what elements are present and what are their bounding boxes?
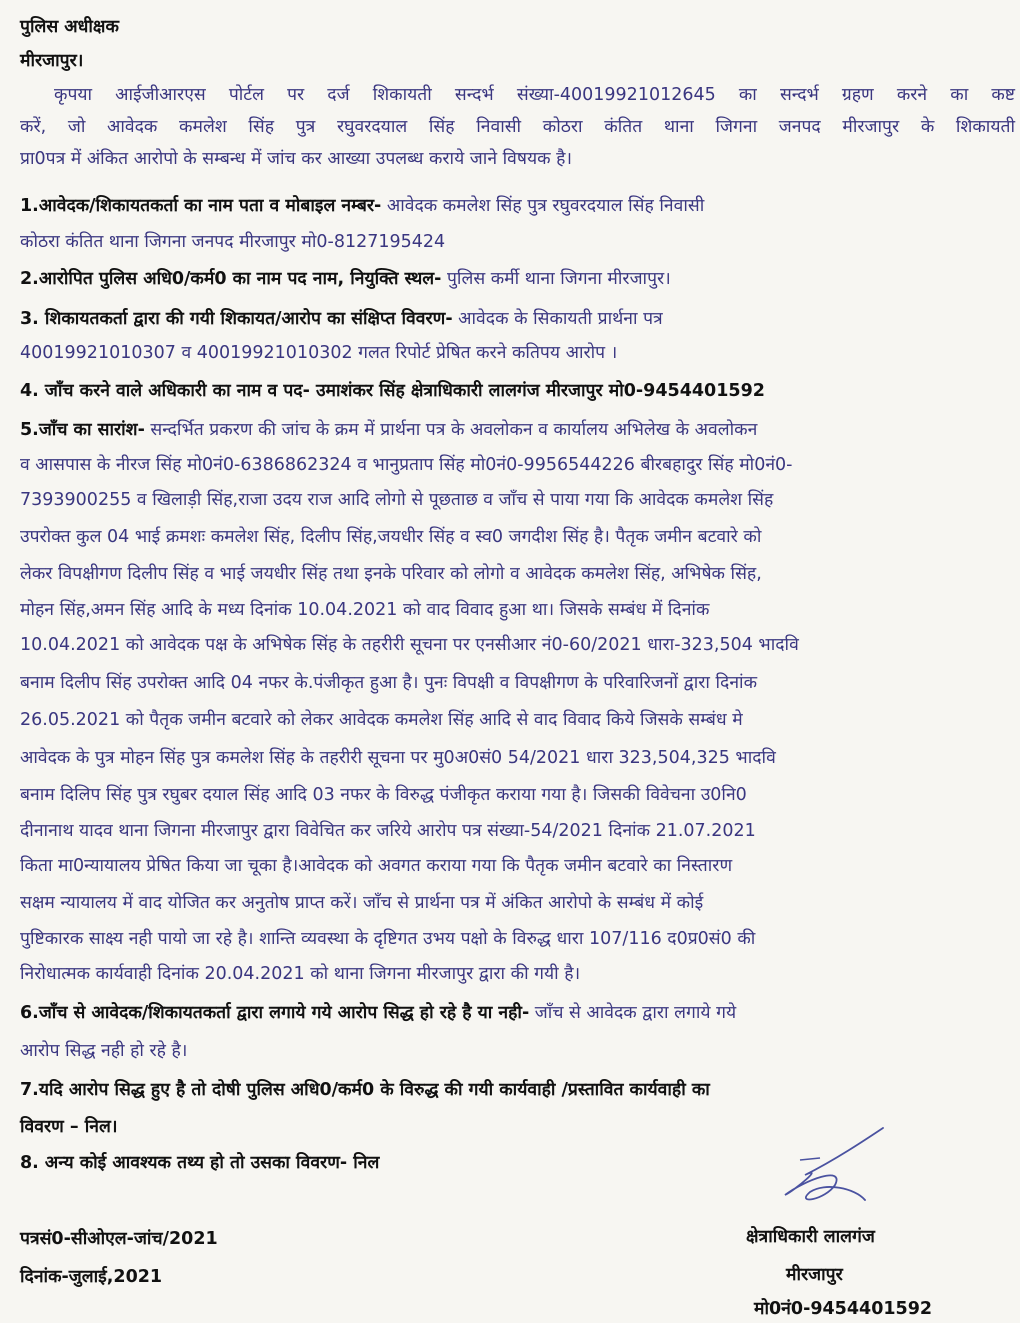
item-5-line-14: सक्षम न्यायालय में वाद योजित कर अनुतोष प्राप्त करें। जाँच से प्रार्थना पत्र में अंकित आरोपो के सम्बंध में कोई bbox=[20, 893, 704, 913]
item-5-line-15: पुष्टिकारक साक्ष्य नही पायो जा रहे है। शान्ति व्यवस्था के दृष्टिगत उभय पक्षो के विरुद्ध धारा 107/116 द0प्र0सं0 की bbox=[20, 929, 756, 949]
item-3 bbox=[20, 306, 663, 332]
item-1-continued: कोठरा कंतित थाना जिगना जनपद मीरजापुर मो0-8127195424 bbox=[20, 232, 446, 252]
item-5-line-2: व आसपास के नीरज सिंह मो0नं0-6386862324 व भानुप्रताप सिंह मो0नं0-9956544226 बीरबहादुर सिंह मो0नं0- bbox=[20, 455, 793, 475]
item-5-line-1: सन्दर्भित प्रकरण की जांच के क्रम में प्रार्थना पत्र के अवलोकन व कार्यालय अभिलेख के अवलोकन bbox=[150, 420, 758, 440]
item-6 bbox=[20, 1000, 736, 1026]
addressee: पुलिस अधीक्षक bbox=[20, 17, 119, 37]
item-6-heading: 6.जाँच से आवेदक/शिकायतकर्ता द्वारा लगाये गये आरोप सिद्ध हो रहे है या नही- bbox=[20, 1003, 530, 1023]
item-5-heading: 5.जाँच का सारांश- bbox=[20, 420, 145, 440]
item-5-line-4: उपरोक्त कुल 04 भाई क्रमशः कमलेश सिंह, दिलीप सिंह,जयधीर सिंह व स्व0 जगदीश सिंह है। पैतृक जमीन बटवारे को bbox=[20, 527, 762, 547]
signatory-place: मीरजापुर bbox=[786, 1265, 843, 1285]
item-3-heading: 3. शिकायतकर्ता द्वारा की गयी शिकायत/आरोप का संक्षिप्त विवरण- bbox=[20, 309, 453, 329]
signatory-mobile: मो0नं0-9454401592 bbox=[754, 1299, 933, 1319]
item-1-text: आवेदक कमलेश सिंह पुत्र रघुवरदयाल सिंह निवासी bbox=[386, 196, 705, 216]
item-7-line-2: विवरण – निल। bbox=[20, 1117, 118, 1137]
item-6-text: जाँच से आवेदक द्वारा लगाये गये bbox=[534, 1003, 737, 1023]
item-2-text: पुलिस कर्मी थाना जिगना मीरजापुर। bbox=[446, 269, 671, 289]
item-1-heading: 1.आवेदक/शिकायतकर्ता का नाम पता व मोबाइल नम्बर- bbox=[20, 196, 382, 216]
item-5-line-7: 10.04.2021 को आवेदक पक्ष के अभिषेक सिंह के तहरीरी सूचना पर एनसीआर नं0-60/2021 धारा-323,504 भादवि bbox=[20, 635, 799, 655]
item-5-line-12: दीनानाथ यादव थाना जिगना मीरजापुर द्वारा विवेचित कर जरिये आरोप पत्र संख्या-54/2021 दिनांक 21.07.2021 bbox=[20, 821, 756, 841]
item-5-line-16: निरोधात्मक कार्यवाही दिनांक 20.04.2021 को थाना जिगना मीरजापुर द्वारा की गयी है। bbox=[20, 964, 581, 984]
signature bbox=[765, 1120, 895, 1215]
item-5-line-6: मोहन सिंह,अमन सिंह आदि के मध्य दिनांक 10.04.2021 को वाद विवाद हुआ था। जिसके सम्बंध में दिनांक bbox=[20, 600, 710, 620]
item-5-line-11: बनाम दिलिप सिंह पुत्र रघुबर दयाल सिंह आदि 03 नफर के विरुद्ध पंजीकृत कराया गया है। जिसकी विवेचना उ0नि0 bbox=[20, 785, 747, 805]
item-5-line-5: लेकर विपक्षीगण दिलीप सिंह व भाई जयधीर सिंह तथा इनके परिवार को लोगो व आवेदक कमलेश सिंह, अभिषेक सिंह, bbox=[20, 564, 762, 584]
item-5-line-9: 26.05.2021 को पैतृक जमीन बटवारे को लेकर आवेदक कमलेश सिंह आदि से वाद विवाद किये जिसके सम्बंध मे bbox=[20, 710, 743, 730]
item-5-line-3: 7393900255 व खिलाड़ी सिंह,राजा उदय राज आदि लोगो से पूछताछ व जाँच से पाया गया कि आवेदक कमलेश सिंह bbox=[20, 490, 774, 510]
item-5-line-8: बनाम दिलीप सिंह उपरोक्त आदि 04 नफर के.पंजीकृत हुआ है। पुनः विपक्षी व विपक्षीगण के परिवारिजनों द्वारा दिनांक bbox=[20, 673, 758, 693]
item-5-first-line bbox=[20, 417, 757, 443]
item-5-line-13: किता मा0न्यायालय प्रेषित किया जा चूका है।आवेदक को अवगत कराया गया कि पैतृक जमीन बटवारे का निस्तारण bbox=[20, 856, 733, 876]
intro-line-3: प्रा0पत्र में अंकित आरोपो के सम्बन्ध में जांच कर आख्या उपलब्ध कराये जाने विषयक है। bbox=[20, 149, 573, 169]
letter-date: दिनांक-जुलाई,2021 bbox=[20, 1267, 163, 1287]
signatory-title: क्षेत्राधिकारी लालगंज bbox=[746, 1227, 875, 1247]
item-8: 8. अन्य कोई आवश्यक तथ्य हो तो उसका विवरण- निल bbox=[20, 1153, 380, 1173]
item-2 bbox=[20, 266, 671, 292]
intro-line-2: करें, जो आवेदक कमलेश सिंह पुत्र रघुवरदयाल सिंह निवासी कोठरा कंतित थाना जिगना जनपद मीरजापुर के शिकायती bbox=[20, 117, 1015, 137]
reference-number: पत्रसं0-सीओएल-जांच/2021 bbox=[20, 1229, 218, 1249]
item-7-line-1: 7.यदि आरोप सिद्ध हुए है तो दोषी पुलिस अधि0/कर्म0 के विरुद्ध की गयी कार्यवाही /प्रस्तावित कार्यवाही का bbox=[20, 1080, 710, 1100]
item-4: 4. जाँच करने वाले अधिकारी का नाम व पद- उमाशंकर सिंह क्षेत्राधिकारी लालगंज मीरजापुर मो0-9454401592 bbox=[20, 381, 765, 401]
item-3-text: आवेदक के सिकायती प्रार्थना पत्र bbox=[458, 309, 663, 329]
intro-line-1: कृपया आईजीआरएस पोर्टल पर दर्ज शिकायती सन्दर्भ संख्या-40019921012645 का सन्दर्भ ग्रहण करने का कष्ट bbox=[54, 85, 1015, 105]
item-5-line-10: आवेदक के पुत्र मोहन सिंह पुत्र कमलेश सिंह के तहरीरी सूचना पर मु0अ0सं0 54/2021 धारा 323,504,325 भादवि bbox=[20, 748, 776, 768]
addressee-place: मीरजापुर। bbox=[20, 51, 84, 71]
item-6-continued: आरोप सिद्ध नही हो रहे है। bbox=[20, 1041, 188, 1061]
item-3-continued: 40019921010307 व 40019921010302 गलत रिपोर्ट प्रेषित करने कतिपय आरोप । bbox=[20, 343, 618, 363]
item-2-heading: 2.आरोपित पुलिस अधि0/कर्म0 का नाम पद नाम, नियुक्ति स्थल- bbox=[20, 269, 442, 289]
item-1 bbox=[20, 193, 704, 219]
